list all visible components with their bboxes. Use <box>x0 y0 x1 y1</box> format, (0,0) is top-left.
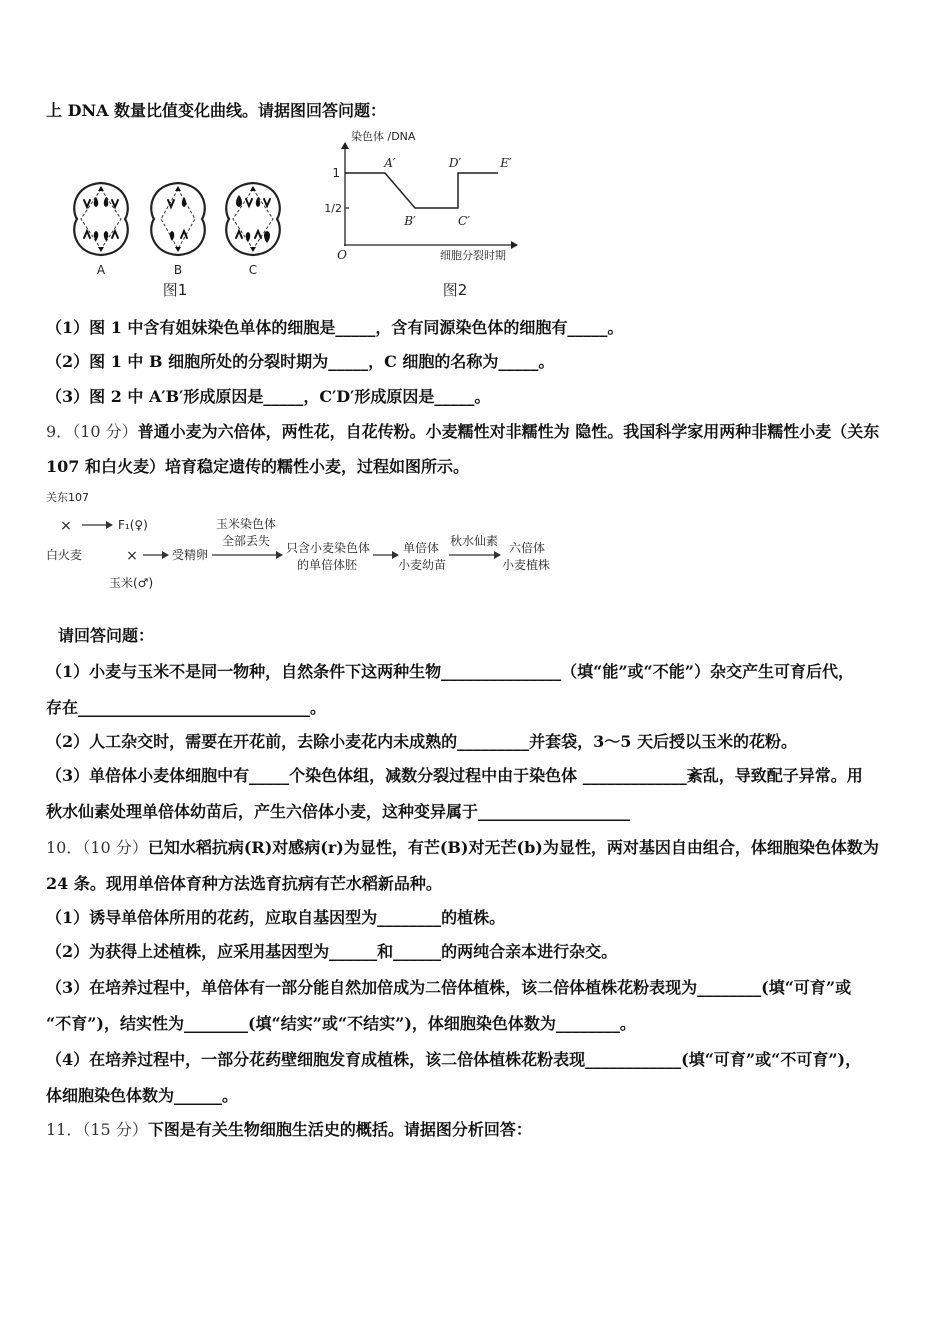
point-e-label: E′ <box>500 156 512 170</box>
q9-prompt: 请回答问题： <box>58 626 155 645</box>
chromosome <box>181 231 187 238</box>
origin-label: O <box>337 248 347 262</box>
cell-b <box>151 183 205 255</box>
q9-number: 9． <box>46 422 73 441</box>
q10-part-3-line-2: “不育”)，结实性为________(填“结实”或“不结实”)，体细胞染色体数为________。 <box>46 1014 636 1033</box>
q10-part-2: （2）为获得上述植株，应采用基因型为______和______的两纯合亲本进行杂交。 <box>46 942 618 961</box>
q9-score: （10 分） <box>72 422 138 441</box>
cell-a <box>74 183 128 255</box>
q9-part-1-line-1: （1）小麦与玉米不是同一物种，自然条件下这两种生物_______________（填“能”或“不能”）杂交产生可育后代， <box>46 662 854 681</box>
intro-line: 上 DNA 数量比值变化曲线。请据图回答问题： <box>46 101 387 120</box>
q10-part-1: （1）诱导单倍体所用的花药，应取自基因型为________的植株。 <box>46 908 506 927</box>
q10-part-3-line-1: （3）在培养过程中，单倍体有一部分能自然加倍成为二倍体植株，该二倍体植株花粉表现为________(填“可育”或 <box>46 978 852 997</box>
breeding-flow-diagram <box>40 485 570 600</box>
f1-female: F₁(♀) <box>118 518 148 532</box>
cross-symbol-1: × <box>60 518 72 534</box>
cell-membrane <box>74 183 128 255</box>
parent-baihuomai: 白火麦 <box>46 548 83 562</box>
point-b-label: B′ <box>404 214 416 228</box>
chromosome <box>264 231 270 243</box>
step-chromosome-loss-line-1: 玉米染色体 <box>215 517 277 531</box>
q9-part-2: （2）人工杂交时，需要在开花前，去除小麦花内未成熟的_________并套袋，3～5 天后授以玉米的花粉。 <box>46 732 797 751</box>
q10-stem-line-2: 24 条。现用单倍体育种方法选育抗病有芒水稻新品种。 <box>46 874 442 893</box>
parent-guandong-107: 关东107 <box>46 491 89 504</box>
figure-1-cells <box>60 170 300 305</box>
hexaploid-plant-line-2: 小麦植株 <box>501 558 551 572</box>
q9-stem-line-2: 107 和白火麦）培育稳定遗传的糯性小麦，过程如图所示。 <box>46 457 469 476</box>
zygote-label: 受精卵 <box>172 548 209 562</box>
spindle-fiber <box>81 189 101 249</box>
q11-stem-text: 下图是有关生物细胞生活史的概括。请据图分析回答： <box>147 1120 532 1139</box>
maize-male: 玉米(♂) <box>109 576 154 590</box>
centrosome <box>98 186 104 191</box>
point-a-label: A′ <box>384 156 396 170</box>
centrosome <box>250 247 256 252</box>
spindle-fiber <box>178 189 195 249</box>
centrosome <box>250 186 256 191</box>
q9-stem-text: 普通小麦为六倍体，两性花，自花传粉。小麦糯性对非糯性为 隐性。我国科学家用两种非糯性小麦（关东 <box>137 422 880 441</box>
q9-part-3-line-2: 秋水仙素处理单倍体幼苗后，产生六倍体小麦，这种变异属于___________________ <box>46 802 631 821</box>
q8-part-1: （1）图 1 中含有姐妹染色单体的细胞是_____，含有同源染色体的细胞有_____。 <box>46 318 624 337</box>
cell-label-a: A <box>96 263 106 277</box>
haploid-seedling-line-1: 单倍体 <box>402 541 440 555</box>
hexaploid-plant-line-1: 六倍体 <box>508 541 546 555</box>
figure-1-caption: 图1 <box>162 281 188 299</box>
q9-stem-line-1 <box>46 422 879 442</box>
spindle-fiber <box>161 189 178 249</box>
q9-part-3-line-1: （3）单倍体小麦体细胞中有_____个染色体组，减数分裂过程中由于染色体 _____________紊乱，导致配子异常。用 <box>46 766 863 785</box>
y-tick-label-one: 1 <box>332 166 340 180</box>
chromosome <box>170 231 175 241</box>
chromosome <box>246 232 251 242</box>
x-axis-label: 细胞分裂时期 <box>440 249 506 262</box>
q9-part-1-line-2: 存在_____________________________。 <box>46 698 327 717</box>
chromosome <box>264 199 270 206</box>
chromosome <box>236 195 242 207</box>
y-tick-label-half: 1/2 <box>324 202 342 215</box>
haploid-seedling-line-2: 小麦幼苗 <box>397 558 447 572</box>
cell-membrane <box>151 183 205 255</box>
spindle-fiber <box>101 189 121 249</box>
cell-c <box>226 183 280 255</box>
cell-membrane <box>226 183 280 255</box>
q11-number: 11． <box>46 1120 83 1139</box>
cross-symbol-2: × <box>126 548 138 564</box>
q10-stem-line-1 <box>46 838 879 858</box>
centrosome <box>175 186 181 191</box>
q11-score: （15 分） <box>82 1120 148 1139</box>
q8-part-3: （3）图 2 中 A′B′形成原因是_____，C′D′形成原因是_____。 <box>46 387 491 406</box>
q10-score: （10 分） <box>82 838 148 857</box>
point-d-label: D′ <box>448 156 462 170</box>
y-axis-label: 染色体 /DNA <box>351 130 416 143</box>
centrosome <box>175 247 181 252</box>
ratio-curve <box>345 173 498 208</box>
q10-number: 10． <box>46 838 83 857</box>
q11-stem <box>46 1120 532 1140</box>
cell-label-b: B <box>173 263 183 277</box>
chromosome <box>182 197 187 207</box>
spindle-fiber <box>233 189 253 249</box>
figure-2-caption: 图2 <box>442 281 468 299</box>
haploid-embryo-line-1: 只含小麦染色体 <box>285 541 371 555</box>
q10-part-4-line-2: 体细胞染色体数为______。 <box>46 1086 239 1105</box>
centrosome <box>98 247 104 252</box>
figure-2-graph <box>320 125 530 305</box>
q10-part-4-line-1: （4）在培养过程中，一部分花药壁细胞发育成植株，该二倍体植株花粉表现____________(填“可育”或“不可育”)， <box>46 1050 862 1069</box>
step-chromosome-loss-line-2: 全部丢失 <box>221 534 271 548</box>
step-colchicine: 秋水仙素 <box>449 534 499 548</box>
point-c-label: C′ <box>458 214 470 228</box>
q8-part-2: （2）图 1 中 B 细胞所处的分裂时期为_____，C 细胞的名称为_____。 <box>46 352 555 371</box>
cell-label-c: C <box>248 263 258 277</box>
haploid-embryo-line-2: 的单倍体胚 <box>296 558 358 572</box>
chromosome <box>255 231 261 238</box>
spindle-fiber <box>253 189 273 249</box>
q10-stem-text: 已知水稻抗病(R)对感病(r)为显性，有芒(B)对无芒(b)为显性，两对基因自由组合，体细胞染色体数为 <box>147 838 879 857</box>
chromosome <box>246 199 252 206</box>
chromosome <box>168 200 174 207</box>
